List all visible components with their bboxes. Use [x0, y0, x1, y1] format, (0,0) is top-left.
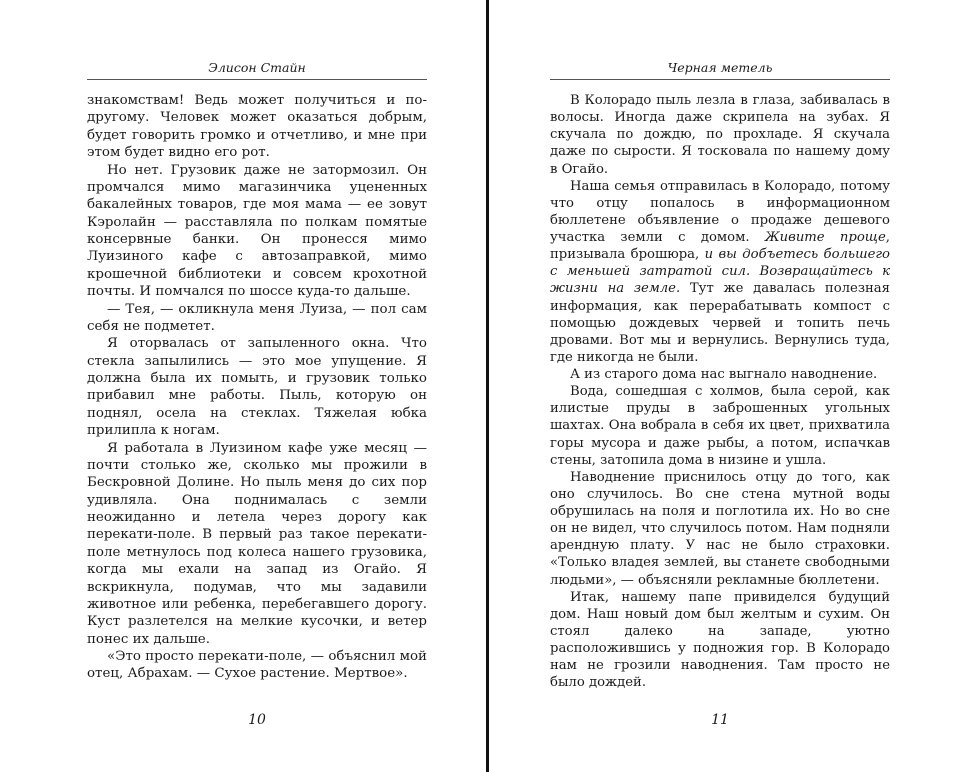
paragraph: Вода, сошедшая с холмов, была серой, как илистые пруды в заброшенных угольных шахтах. Она вобрала в себя их цвет, прихватила горы мусора и даже рыбы, а потом, испачкав стены, затопила дома в низине и ушла. [550, 384, 890, 468]
paragraph: Я работала в Луизином кафе уже месяц — почти столько же, сколько мы прожили в Бескровной Долине. Но пыль меня до сих пор удивляла. Она поднималась с земли неожиданно и летела через дорогу как перекати-поле. В первый раз такое перекати-поле метнулось под колеса нашего грузовика, когда мы ехали на запад из Огайо. Я вскрикнула, подумав, что мы задавили животное или ребенка, перебегавшего дорогу. Куст разлетелся на мелкие кусочки, и ветер понес их дальше. [87, 440, 427, 647]
paragraph: А из старого дома нас выгнало наводнение. [570, 367, 878, 382]
text-run: , призывала брошюра, [550, 230, 890, 263]
header-rule [550, 79, 890, 80]
body-text [87, 92, 427, 683]
page-number: 10 [248, 712, 266, 728]
page-number: 11 [711, 712, 729, 728]
text-run: Тут же давалась полезная информация, как перерабатывать компост с помощью дождевых червей и топить печь дровами. Вот мы и вернулись. Вернулись туда, где никогда не были. [550, 281, 890, 365]
running-head-title: Черная метель [667, 60, 773, 75]
paragraph: Я оторвалась от запыленного окна. Что стекла запылились — это мое упущение. Я должна была их помыть, и грузовик только прибавил мне работы. Пыль, которую он поднял, осела на стеклах. Тяжелая юбка прилипла к ногам. [87, 336, 427, 439]
running-head-author: Элисон Стайн [208, 60, 306, 75]
paragraph: В Колорадо пыль лезла в глаза, забивалась в волосы. Иногда даже скрипела на зубах. Я скучала по дождю, по прохладе. Я скучала даже по сырости. Я тосковала по нашему дому в Огайо. [550, 93, 890, 177]
paragraph: Итак, нашему папе привиделся будущий дом. Наш новый дом был желтым и сухим. Он стоял далеко на западе, уютно расположившись у подножия гор. В Колорадо нам не грозили наводнения. Там просто не было дождей. [550, 589, 890, 691]
paragraph: знакомствам! Ведь может получиться и по-другому. Человек может оказаться добрым, будет говорить громко и отчетливо, и мне при этом будет видно его рот. [87, 93, 427, 161]
book-spine [486, 0, 489, 772]
left-page [0, 0, 488, 772]
right-page [490, 0, 979, 772]
italic-run: и вы добъетесь большего с меньшей затратой сил. Возвращайтесь к жизни на земле. [550, 247, 890, 297]
paragraph: — Тея, — окликнула меня Луиза, — пол сам себя не подметет. [87, 301, 427, 334]
header-rule [87, 79, 427, 80]
text-run: Наша семья отправилась в Колорадо, потому что отцу попалось в информационном бюллетене объявление о продаже дешевого участка земли с домом. [550, 178, 890, 245]
paragraph: «Это просто перекати-поле, — объяснил мой отец, Абрахам. — Сухое растение. Мертвое». [87, 649, 427, 682]
italic-run: Живите проще [764, 230, 886, 245]
paragraph: Но нет. Грузовик даже не затормозил. Он промчался мимо магазинчика уцененных бакалейных товаров, где моя мама — ее зовут Кэролайн — расставляла по полкам помятые консервные банки. Он пронесся мимо Луизиного кафе с автозаправкой, мимо крошечной библиотеки и совсем крохотной почты. И помчался по шоссе куда-то дальше. [87, 162, 427, 300]
paragraph [550, 178, 890, 366]
body-text [550, 92, 890, 691]
paragraph: Наводнение приснилось отцу до того, как оно случилось. Во сне стена мутной воды обрушилась на поля и поглотила их. Но во сне он не видел, что случилось потом. Нам подняли арендную плату. У нас не было страховки. «Только владея землей, вы станете свободными людьми», — объясняли рекламные бюллетени. [550, 469, 890, 588]
